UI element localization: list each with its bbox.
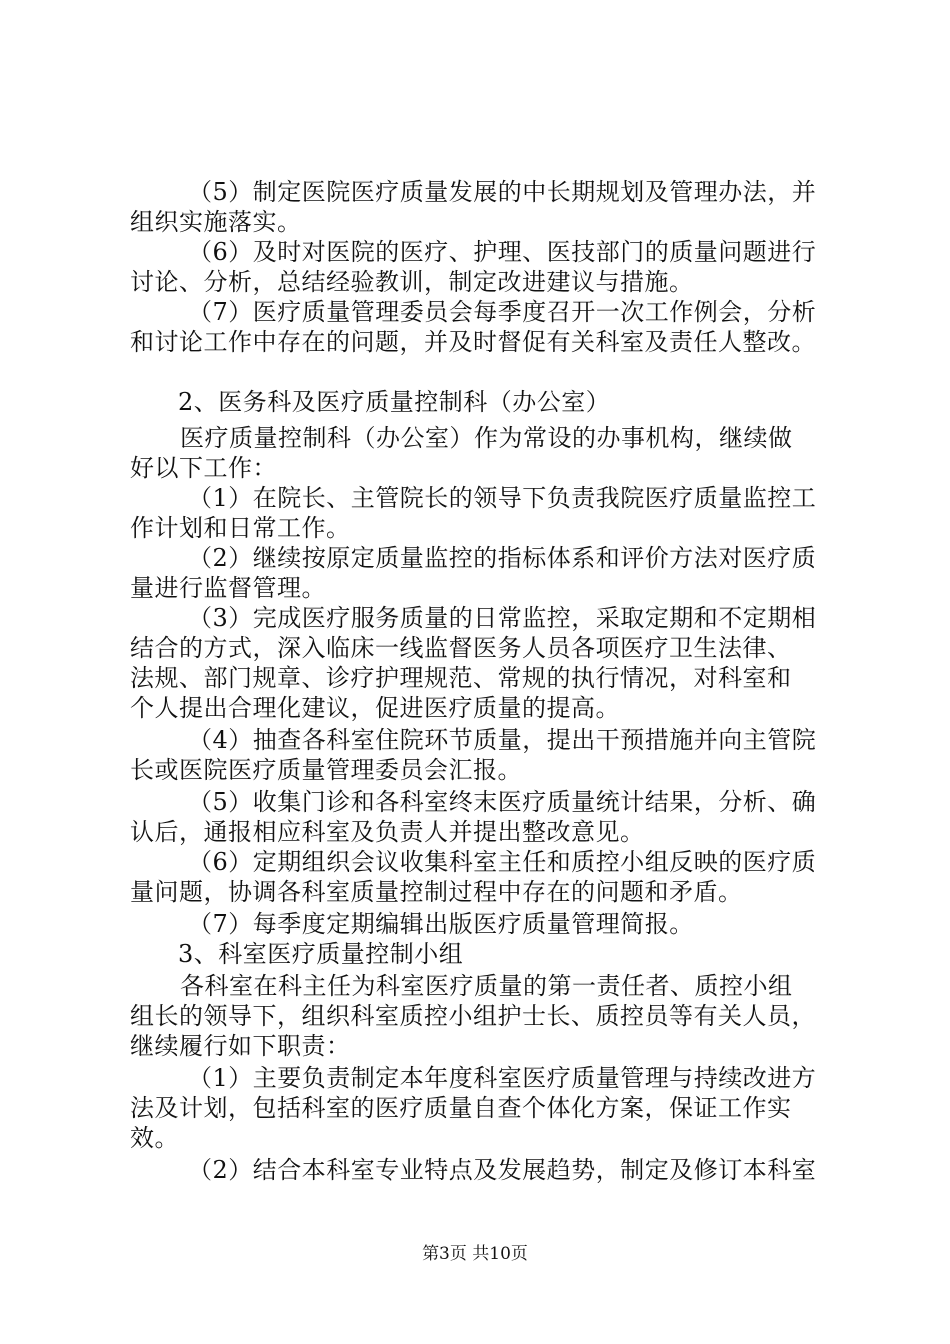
text-line: 长或医院医疗质量管理委员会汇报。 — [130, 756, 522, 784]
text-line: 法及计划，包括科室的医疗质量自查个体化方案，保证工作实 — [130, 1094, 792, 1122]
text-line: 认后，通报相应科室及负责人并提出整改意见。 — [130, 818, 645, 846]
text-line: 法规、部门规章、诊疗护理规范、常规的执行情况，对科室和 — [130, 664, 792, 692]
text-line: 组织实施落实。 — [130, 208, 302, 236]
section-heading: 2、医务科及医疗质量控制科（办公室） — [178, 388, 611, 416]
page-number-footer: 第3页 共10页 — [422, 1244, 528, 1264]
text-line: 医疗质量控制科（办公室）作为常设的办事机构，继续做 — [180, 424, 793, 452]
text-line: 结合的方式，深入临床一线监督医务人员各项医疗卫生法律、 — [130, 634, 792, 662]
text-line: （4）抽查各科室住院环节质量，提出干预措施并向主管院 — [188, 726, 817, 754]
text-line: 作计划和日常工作。 — [130, 514, 351, 542]
text-line: （6）及时对医院的医疗、护理、医技部门的质量问题进行 — [188, 238, 817, 266]
text-line: （1）主要负责制定本年度科室医疗质量管理与持续改进方 — [188, 1064, 817, 1092]
text-line: （7）每季度定期编辑出版医疗质量管理简报。 — [188, 910, 694, 938]
text-line: 组长的领导下，组织科室质控小组护士长、质控员等有关人员， — [130, 1002, 816, 1030]
text-line: （6）定期组织会议收集科室主任和质控小组反映的医疗质 — [188, 848, 817, 876]
text-line: （2）继续按原定质量监控的指标体系和评价方法对医疗质 — [188, 544, 817, 572]
text-line: 量进行监督管理。 — [130, 574, 326, 602]
text-line: 好以下工作： — [130, 454, 277, 482]
text-line: 效。 — [130, 1124, 179, 1152]
section-heading: 3、科室医疗质量控制小组 — [178, 940, 464, 968]
text-line: （1）在院长、主管院长的领导下负责我院医疗质量监控工 — [188, 484, 817, 512]
text-line: 量问题，协调各科室质量控制过程中存在的问题和矛盾。 — [130, 878, 743, 906]
text-line: （5）制定医院医疗质量发展的中长期规划及管理办法，并 — [188, 178, 817, 206]
text-line: （5）收集门诊和各科室终末医疗质量统计结果，分析、确 — [188, 788, 817, 816]
text-line: 和讨论工作中存在的问题，并及时督促有关科室及责任人整改。 — [130, 328, 816, 356]
text-line: 个人提出合理化建议，促进医疗质量的提高。 — [130, 694, 620, 722]
text-line: 继续履行如下职责： — [130, 1032, 351, 1060]
text-line: 各科室在科主任为科室医疗质量的第一责任者、质控小组 — [180, 972, 793, 1000]
text-line: 讨论、分析，总结经验教训，制定改进建议与措施。 — [130, 268, 694, 296]
text-line: （3）完成医疗服务质量的日常监控，采取定期和不定期相 — [188, 604, 817, 632]
text-line: （2）结合本科室专业特点及发展趋势，制定及修订本科室 — [188, 1156, 817, 1184]
text-line: （7）医疗质量管理委员会每季度召开一次工作例会，分析 — [188, 298, 817, 326]
